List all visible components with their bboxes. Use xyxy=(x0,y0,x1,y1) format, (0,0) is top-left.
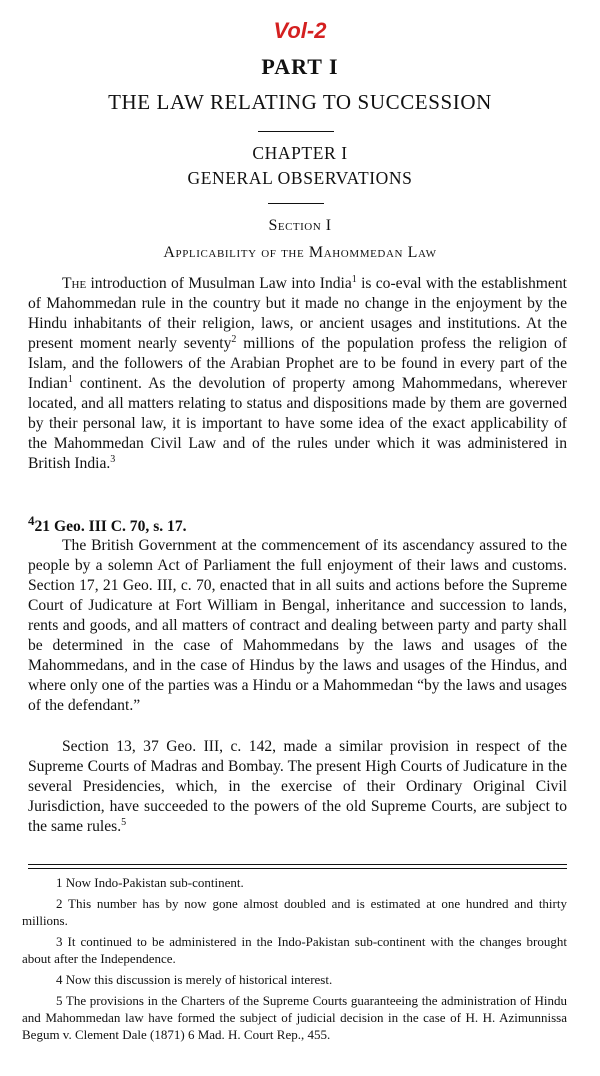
side-heading: $^4$21 Geo. III C. 70, s. 17. xyxy=(28,513,187,536)
chapter-title: GENERAL OBSERVATIONS xyxy=(187,168,413,188)
chapter-heading: CHAPTER I xyxy=(252,143,348,163)
part-title: THE LAW RELATING TO SUCCESSION xyxy=(108,90,492,114)
paragraph-1: The introduction of Musulman Law into India$^1$ is co-eval with the establishment of Mahommedan rule in the country but it made no change in the enjoyment by the Hindu inhabitants of their religion, laws, or ancient usages and institutions. At the present moment nearly seventy$^2$ millions of the population profess the religion of Islam, and the followers of the Arabian Prophet are to be found in every part of the Indian$^1$ continent. As the devolution of property among Mahommedans, wherever located, and all matters relating to status and dispositions made by them are governed by their personal law, it is important to have some idea of the exact applicability of the Mahommedan Civil Law and of the rules under which it was administered in British India.$^3$ xyxy=(28,273,567,472)
footnote-ref: 3 xyxy=(110,453,116,465)
footnote-ref: 1 xyxy=(67,373,73,385)
footnote-divider-lower xyxy=(28,868,567,869)
footnote-4: 4 Now this discussion is merely of historical interest. xyxy=(56,972,333,987)
heading-divider xyxy=(258,131,334,132)
volume-label: Vol-2 xyxy=(273,18,327,43)
footnote-divider xyxy=(28,864,567,865)
footnote-5: 5 The provisions in the Charters of the Supreme Courts guaranteeing the administration of Hindu and Mahommedan law have formed the subject of judicial decision in the case of H. H. Azimunnissa Begum v. Clement Dale (1871) 6 Mad. H. Court Rep., 455. xyxy=(22,993,567,1042)
section-heading: Section I xyxy=(268,217,332,234)
footnote-ref: 1 xyxy=(351,273,357,285)
paragraph-lead-word: The xyxy=(62,275,87,292)
footnote-3: 3 It continued to be administered in the Indo-Pakistan sub-continent with the changes brought about after the Independence. xyxy=(22,934,567,966)
footnote-ref: 2 xyxy=(231,333,237,345)
paragraph-3: Section 13, 37 Geo. III, c. 142, made a similar provision in respect of the Supreme Courts of Madras and Bombay. The present High Courts of Judicature in the several Presidencies, which, in the exercise of their Ordinary Original Civil Jurisdiction, have succeeded to the powers of the old Supreme Courts, are subject to the same rules.$^5$ xyxy=(28,738,567,835)
footnote-1: 1 Now Indo-Pakistan sub-continent. xyxy=(56,875,244,890)
chapter-divider xyxy=(268,203,324,204)
footnote-ref: 5 xyxy=(121,816,127,828)
footnotes xyxy=(22,874,567,1047)
part-heading: PART I xyxy=(261,54,339,79)
footnote-2: 2 This number has by now gone almost doubled and is estimated at one hundred and thirty millions. xyxy=(22,896,567,928)
paragraph-2: The British Government at the commencement of its ascendancy assured to the people by a solemn Act of Parliament the full enjoyment of their laws and customs. Section 17, 21 Geo. III, c. 70, enacted that in all suits and actions before the Supreme Court of Judicature at Fort William in Bengal, inheritance and succession to lands, rents and goods, and all matters of contract and dealing between party and party shall be determined in the case of Mahommedans by the laws and usages of the Mahommedans, and in the case of Hindus by the laws and usages of the Hindus, and where only one of the parties was a Hindu or a Mahommedan “by the laws and usages of the defendant.” xyxy=(28,537,567,714)
footnote-ref: 4 xyxy=(28,513,35,528)
section-title: Applicability of the Mahommedan Law xyxy=(163,244,437,261)
